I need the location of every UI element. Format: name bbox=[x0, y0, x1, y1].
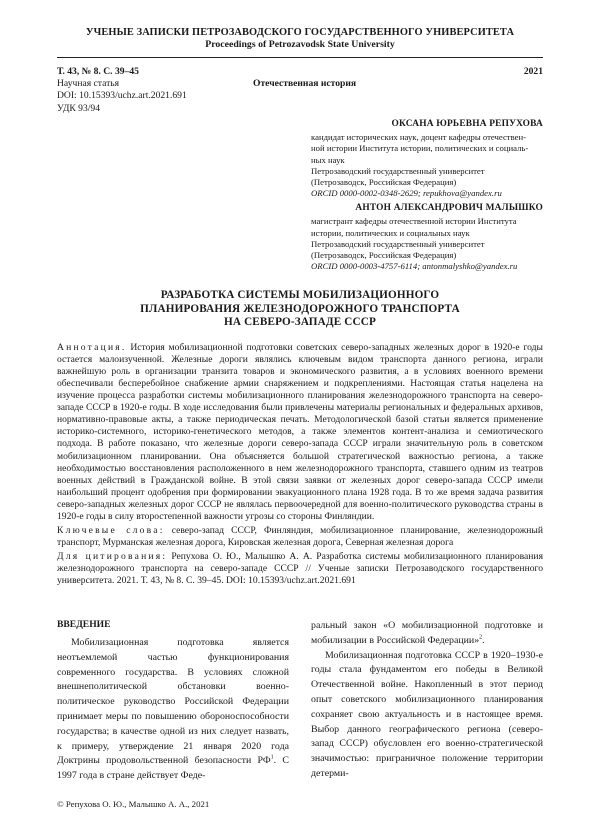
author-2-line: истории, политических и социальных наук bbox=[311, 227, 470, 238]
citation-text: Репухова О. Ю., Малышко А. А. Разработка системы мобилизационного планирования железнодорожного транспорта на северо-западе СССР // Ученые записки Петрозаводского государственного университета. 2021. Т. 43, № 8. С. 39–45. DOI: 10.15393/uchz.art.2021.691 bbox=[57, 551, 543, 587]
journal-title-en: Proceedings of Petrozavodsk State University bbox=[205, 39, 395, 50]
author-2-affiliation bbox=[311, 216, 543, 272]
year: 2021 bbox=[523, 66, 543, 77]
intro-text-cont-tail: . bbox=[482, 634, 485, 646]
body-columns bbox=[57, 619, 543, 784]
right-column bbox=[311, 619, 543, 784]
rubric: Отечественная история bbox=[253, 78, 357, 89]
author-1-line: кандидат исторических наук, доцент кафедры отечествен- bbox=[311, 132, 527, 143]
article-meta bbox=[57, 78, 543, 115]
article-type: Научная статья bbox=[57, 78, 120, 89]
footnote-ref-2[interactable]: 2 bbox=[479, 634, 483, 641]
intro-text-tail: . С 1997 года в стране действует Феде- bbox=[57, 755, 289, 782]
title-line: ПЛАНИРОВАНИЯ ЖЕЛЕЗНОДОРОЖНОГО ТРАНСПОРТА bbox=[140, 302, 460, 315]
abstract-label: Аннотация. bbox=[57, 341, 127, 353]
doi[interactable]: DOI: 10.15393/uchz.art.2021.691 bbox=[57, 90, 187, 102]
intro-paragraph-2: Мобилизационная подготовка СССР в 1920–1930-е годы стала фундаментом его победы в Великой Отечественной войне. Накопленный в этот период опыт советского мобилизационного планирования сохраняет свою актуальность и в настоящее время. Выбор данного географического региона (северо-запад СССР) обусловлен его военно-стратегической значимостью: приграничное положение территории детерми- bbox=[311, 649, 543, 779]
volume-row bbox=[57, 66, 543, 77]
author-1-line: (Петрозаводск, Российская Федерация) bbox=[311, 177, 457, 188]
intro-heading: ВВЕДЕНИЕ bbox=[57, 619, 111, 630]
abstract bbox=[57, 342, 543, 588]
author-1-line: ных наук bbox=[311, 154, 345, 165]
udk: УДК 93/94 bbox=[57, 102, 101, 114]
author-1-name: ОКСАНА ЮРЬЕВНА РЕПУХОВА bbox=[391, 119, 543, 130]
volume-info: Т. 43, № 8. С. 39–45 bbox=[57, 66, 139, 77]
keywords-text: северо-запад СССР, Финляндия, мобилизационное планирование, железнодорожный транспорт, Мурманская железная дорога, Кировская железная дорога, Северная железная дорога bbox=[57, 525, 544, 549]
intro-paragraph-1-cont bbox=[311, 619, 543, 649]
article-title bbox=[57, 289, 543, 329]
journal-title-ru: УЧЕНЫЕ ЗАПИСКИ ПЕТРОЗАВОДСКОГО ГОСУДАРСТВЕННОГО УНИВЕРСИТЕТА bbox=[85, 27, 515, 38]
author-1-line: Петрозаводский государственный университет bbox=[311, 165, 485, 176]
intro-text-cont: ральный закон «О мобилизационной подготовке и мобилизации в Российской Федерации» bbox=[311, 620, 543, 646]
author-2-orcid[interactable]: ORCID 0000-0003-4757-6114; antonmalyshko@yandex.ru bbox=[311, 261, 518, 272]
left-column bbox=[57, 619, 289, 784]
header-divider bbox=[57, 57, 543, 58]
abstract-text: История мобилизационной подготовки советских северо-западных железных дорог в 1920-е годы остается малоизученной. Железные дороги являлись ключевым видом транспорта данного региона, играли важнейшую роль в организации транзита товаров и экономического развития, а в условиях военного времени обеспечивали бесперебойное снабжение армии снаряжением и подкреплениями. Настоящая статья нацелена на изучение процесса разработки системы мобилизационного планирования железнодорожного транспорта на северо-западе СССР в 1920-е годы. В ходе исследования были привлечены материалы региональных и федеральных архивов, нормативно-правовые акты, а также периодическая печать. Методологической базой статьи является применение историко-системного, историко-генетического методов, а также элементов контент-анализа и семиотического подхода. В работе показано, что железные дороги северо-запада СССР играли значительную роль в советском мобилизационном планировании. Она объясняется большой стратегической важностью региона, а также необходимостью восстановления расположенного в нем железнодорожного транспорта, ставшего одним из театров военных действий в Гражданской войне. В этой связи заявки от железных дорог северо-запада СССР имели наибольший процент одобрения при формировании эвакуационного плана 1928 года. В то же время задача развития северо-западных железных дорог СССР не являлась первоочередной для военно-политического руководства страны в 1920-е годы в силу второстепенной важности угрозы со стороны Финляндии. bbox=[57, 341, 543, 522]
author-2-line: (Петрозаводск, Российская Федерация) bbox=[311, 250, 457, 261]
author-1-affiliation bbox=[311, 132, 543, 199]
intro-paragraph-1 bbox=[57, 636, 289, 784]
copyright: © Репухова О. Ю., Малышко А. А., 2021 bbox=[57, 799, 210, 809]
citation-label: Для цитирования: bbox=[57, 551, 168, 563]
title-line: НА СЕВЕРО-ЗАПАДЕ СССР bbox=[224, 316, 376, 329]
footnote-ref-1[interactable]: 1 bbox=[270, 755, 274, 762]
article-page bbox=[57, 26, 543, 588]
author-2-line: Петрозаводский государственный университет bbox=[311, 238, 485, 249]
author-2-name: АНТОН АЛЕКСАНДРОВИЧ МАЛЫШКО bbox=[355, 203, 543, 214]
intro-text: Мобилизационная подготовка является неотъемлемой частью функционирования современного государства. В условиях сложной внешнеполитической обстановки военно-политическое руководство Российской Федерации принимает меры по повышению обороноспособности государства; в качестве одной из них следует назвать, к примеру, утверждение 21 января 2020 года Доктрины продовольственной безопасности РФ bbox=[57, 637, 289, 767]
author-2-line: магистрант кафедры отечественной истории Института bbox=[311, 216, 517, 227]
title-line: РАЗРАБОТКА СИСТЕМЫ МОБИЛИЗАЦИОННОГО bbox=[160, 289, 440, 302]
author-1-orcid[interactable]: ORCID 0000-0002-0348-2629; repukhova@yandex.ru bbox=[311, 188, 502, 199]
author-1-line: ной истории Института истории, политических и социаль- bbox=[311, 143, 529, 154]
keywords-label: Ключевые слова: bbox=[57, 525, 165, 537]
